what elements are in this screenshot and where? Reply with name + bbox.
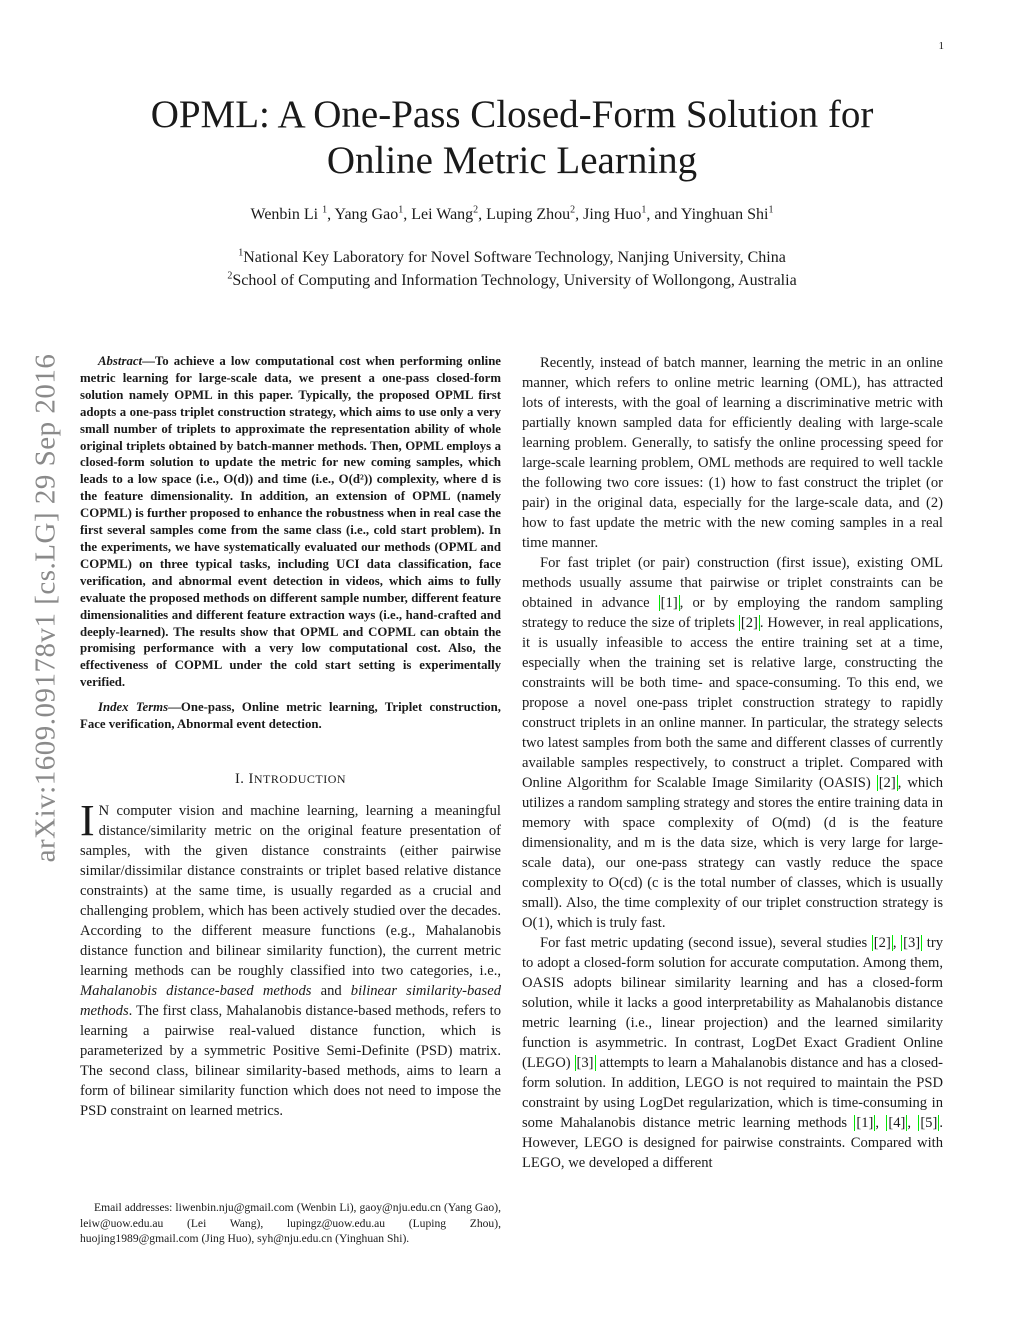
body-paragraph <box>522 553 943 933</box>
author-name: Luping Zhou <box>486 206 571 223</box>
intro-text: and <box>311 982 351 999</box>
title-line-1: OPML: A One-Pass Closed-Form Solution for <box>150 93 874 136</box>
author-name: Yang Gao <box>334 206 399 223</box>
body-paragraph: Recently, instead of batch manner, learning the metric in an online manner, which refers to online metric learning (OML), has attracted lots of interests, with the goal of learning a discriminative metric with partially known sampled data for efficiently dealing with large-scale learning problem. Generally, to satisfy the online processing speed for large-scale learning problem, OML methods are required to well tackle the following two core issues: (1) how to fast construct the triplet (or pair) in the original data, especially for the large-scale data, and (2) how to fast update the metric with the new coming samples in a real time manner. <box>522 355 943 551</box>
arxiv-watermark: arXiv:1609.09178v1 [cs.LG] 29 Sep 2016 <box>29 353 62 863</box>
section-number: I. <box>234 770 245 787</box>
affiliation-text: National Key Laboratory for Novel Software Technology, Nanjing University, China <box>243 249 786 266</box>
intro-paragraph <box>80 795 501 1121</box>
body-text: attempts to learn a Mahalanobis distance and has a closed-form solution. In addition, LEGO is not required to maintain the PSD constraint by using LogDet regularization, which is time-consuming in some Mahalanobis distance metric learning methods <box>522 1055 943 1131</box>
author-affil-mark: 2 <box>570 204 576 216</box>
body-text: For fast metric updating (second issue), several studies <box>540 935 872 951</box>
author-affil-mark: 1 <box>322 204 328 216</box>
citation-link[interactable]: [2] <box>878 775 896 791</box>
author-name: Yinghuan Shi <box>680 206 769 223</box>
drop-cap: I <box>80 795 95 845</box>
intro-emph: bilinear similarity-based methods <box>80 982 501 1019</box>
body-text: , <box>892 935 902 951</box>
citation-link[interactable]: [3] <box>576 1055 594 1071</box>
index-terms-label: Index Terms <box>98 700 169 715</box>
affiliation-text: School of Computing and Information Technology, University of Wollongong, Australia <box>232 272 797 289</box>
author-affil-mark: 1 <box>768 204 774 216</box>
body-text: , <box>875 1115 887 1131</box>
title-line-2: Online Metric Learning <box>326 139 698 182</box>
citation-link[interactable]: [5] <box>920 1115 938 1131</box>
body-text: For fast triplet (or pair) construction (first issue), existing OML methods usually assume that pairwise or triplet constraints can be obtained in advance <box>522 555 943 611</box>
author-name: Lei Wang <box>411 206 474 223</box>
citation-link[interactable]: [2] <box>740 615 758 631</box>
affil-mark: 1 <box>238 247 244 259</box>
body-text: , or by employing the random sampling strategy to reduce the size of triplets <box>522 595 943 631</box>
affiliation-1 <box>0 246 1024 269</box>
section-heading <box>80 769 501 789</box>
body-text: try to adopt a closed-form solution for accurate computation. Among them, OASIS adopts bilinear similarity learning and has a closed-form solution, while it lacks a good interpretability as Mahalanobis distance metric learning (i.e., linear projection) and the learned similarity function is asymmetric. In contrast, LogDet Exact Gradient Online (LEGO) <box>522 935 943 1071</box>
section-title-rest: NTRODUCTION <box>253 771 347 786</box>
citation-link[interactable]: [4] <box>888 1115 906 1131</box>
affiliations <box>0 246 1024 292</box>
affiliation-2 <box>0 269 1024 292</box>
abstract-label: Abstract <box>98 354 143 368</box>
email-footnote: Email addresses: liwenbin.nju@gmail.com (Wenbin Li), gaoy@nju.edu.cn (Yang Gao), leiw@uow.edu.au (Lei Wang), lupingz@uow.edu.au (Luping Zhou), huojing1989@gmail.com (Jing Huo), syh@nju.edu.cn (Yinghuan Shi). <box>80 1201 501 1246</box>
citation-link[interactable]: [2] <box>873 935 891 951</box>
left-column <box>80 353 501 1121</box>
citation-link[interactable]: [3] <box>903 935 921 951</box>
author-affil-mark: 1 <box>398 204 404 216</box>
body-paragraph <box>522 933 943 1173</box>
paper-title <box>0 92 1024 184</box>
body-text: , <box>907 1115 919 1131</box>
index-terms <box>80 699 501 733</box>
body-text: , which utilizes a random sampling strategy and stores the entire training data in memory with space complexity of O(md) (d is the feature dimensionality, and m is the data size, which is very large for large-scale data), our one-pass strategy can vastly reduce the space complexity to O(cd) (c is the total number of classes, which is usually small). Also, the time complexity of our triplet construction strategy is O(1), which is truly fast. <box>522 775 944 931</box>
author-affil-mark: 1 <box>641 204 647 216</box>
citation-link[interactable]: [1] <box>660 595 678 611</box>
author-name: Jing Huo <box>583 206 642 223</box>
abstract <box>80 353 501 733</box>
intro-text: N computer vision and machine learning, learning a meaningful distance/similarity metric on the original feature presentation of samples, with the given distance constraints (either pairwise similar/dissimilar distance constraints or triplet based relative distance constraints) at the same time, is usually regarded as a crucial and challenging problem, which has been actively studied over the decades. According to the different measure functions (e.g., Mahalanobis distance function and bilinear similarity function), the current metric learning methods can be roughly classified into two categories, i.e., <box>80 802 501 979</box>
section-title-initial: I <box>248 770 254 787</box>
intro-text: . The first class, Mahalanobis distance-based methods, refers to learning a pairwise real-valued distance function, which is parameterized by a symmetric Positive Semi-Definite (PSD) matrix. The second class, bilinear similarity-based methods, aims to learn a form of bilinear similarity function which does not need to impose the PSD constraint on learned metrics. <box>80 1002 501 1119</box>
author-list: Wenbin Li $^1$, Yang Gao$^1$, Lei Wang$^2$, Luping Zhou$^2$, Jing Huo$^1$, and Yinghuan Shi$^1$ <box>250 204 774 223</box>
right-column <box>522 353 943 1173</box>
body-text: . However, LEGO is designed for pairwise constraints. Compared with LEGO, we developed a different <box>522 1115 943 1171</box>
citation-link[interactable]: [1] <box>856 1115 874 1131</box>
abstract-text: —To achieve a low computational cost when performing online metric learning for large-scale data, we present a one-pass closed-form solution namely OPML in this paper. Typically, the proposed OPML first adopts a one-pass triplet construction strategy, which aims to use only a very small number of triplets to approximate the representation ability of whole original triplets obtained by batch-manner methods. Then, OPML employs a closed-form solution to update the metric for new coming samples, which leads to a low space (i.e., O(d)) and time (i.e., O(d²)) complexity, where d is the feature dimensionality. In addition, an extension of OPML (namely COPML) is further proposed to enhance the robustness when in real case the first several samples come from the same class (i.e., cold start problem). In the experiments, we have systematically evaluated our methods (OPML and COPML) on three typical tasks, including UCI data classification, face verification, and abnormal event detection in videos, which aims to fully evaluate the proposed methods on different sample number, different feature dimensionalities and different feature extraction ways (i.e., hand-crafted and deeply-learned). The results show that OPML and COPML can obtain the promising performance with a very low computational cost. Also, the effectiveness of COPML under the cold start setting is experimentally verified. <box>80 354 501 690</box>
intro-emph: Mahalanobis distance-based methods <box>80 982 312 999</box>
body-text: . However, in real applications, it is usually infeasible to access the entire training set at a time, especially when the training set is relative large, constructing the constraints will be both time- and space-consuming. To this end, we propose a novel one-pass triplet construction strategy to rapidly construct triplets in an online manner. In particular, the strategy selects two latest samples from both the same and different classes of currently available samples respectively, to construct a triplet. Compared with Online Algorithm for Scalable Image Similarity (OASIS) <box>522 615 943 791</box>
page-number: 1 <box>938 40 944 52</box>
affil-mark: 2 <box>227 270 233 282</box>
author-affil-mark: 2 <box>473 204 479 216</box>
author-name: Wenbin Li <box>250 206 319 223</box>
index-terms-text: —One-pass, Online metric learning, Triplet construction, Face verification, Abnormal event detection. <box>80 700 501 732</box>
